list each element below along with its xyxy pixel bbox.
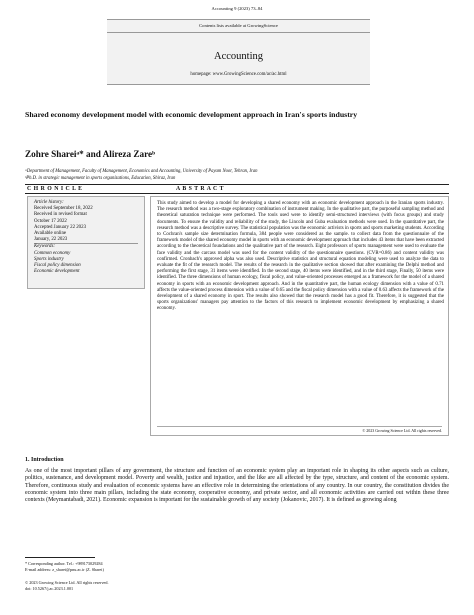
header-divider — [107, 32, 370, 33]
doi-link[interactable]: doi: 10.5267/j.ac.2023.1.001 — [25, 586, 74, 591]
email-note[interactable]: E-mail address: z_sharei@pnu.ac.ir (Z. Sharei) — [25, 567, 104, 572]
journal-header-box — [107, 19, 370, 85]
author-name: Zohre Shareiᵃ* — [25, 149, 84, 159]
keyword: Economic development — [34, 269, 80, 275]
introduction-text: As one of the most important pillars of any government, the structure and function of an economic system play an important role in shaping its other aspects such as culture, politics, sustenance, and development model. Poverty and wealth, justice and injustice, and the like are all affected by the type, structure, and content of the economic system. Therefore, continuous study and evaluation of economic systems have an effective role in determining the orientations of any country. In our country, the constitution divides the economic system into three main pillars, including the state economy, cooperative economy, and private sector, and all economic activities are carried out within these three contexts (Meymantabadi, 2021). Economic expansion is important for the sustainable growth of any society (Jokanovic, 2017). It is defined as growing along — [25, 468, 449, 504]
history-line: October 17 2022 — [34, 218, 67, 224]
keywords-label: Keywords: — [34, 243, 138, 250]
contents-line: Contents lists available at GrowingScience — [199, 23, 278, 28]
history-line: Available online — [34, 231, 67, 237]
author-separator: and — [83, 149, 103, 159]
abstract-text: This study aimed to develop a model for developing a shared economy with an economic development approach in the Iranian sports industry. The research method was a two-stage exploratory combination of instrument making. In the qualitative part, the purposeful sampling method and theoretical saturation technique were performed. The tools used were to identify semi-structured interviews (with focus groups) and study documents. To ensure the validity and reliability of the study, the Lincoln and Guba evaluation methods were used. In the quantitative part, the research method was a descriptive survey. The statistical population was the economic activists in sports and sports marketing students. According to Cochran's sample size determination formula, 384 people were considered as the sample. to collect data from the questionnaire of the framework model of the shared economy model in sports with an economic development approach that includes 43 items that have been extracted according to the theoretical foundations and the qualitative part of the research. Eight professors of sports management were used to evaluate the face validity and the carcass model was used for the content validity of the questionnaire questions. (CVR=0.86) and content validity was confirmed. Cronbach's approved alpha was also used. Descriptive statistics and structural equation modeling were used to analyze the data to evaluate the fit of the research model. The results of the research in the qualitative section showed that after examining the Delphi method and performing the first stage, 31 items were identified. In the second stage, 40 items were identified, and in the third stage, Finally, 50 items were identified. The three dimensions of human ecology, fiscal policy, and value-oriented processes emerged as a framework for the model of a shared economy in sports with an economic development approach. And in the quantitative part, the human ecology dimension with a value of 0.71 affects the value-oriented process dimension with a value of 0.65 and the fiscal policy dimension with a value of 0.63 affects the framework of the development of a shared economy in sport. The results also showed that the research model has a good fit. Therefore, it is suggested that the sports organizations' managers pay attention to the factors of this research to implement economic development by emphasizing a shared economy. — [157, 201, 444, 312]
author-name: Alireza Zareᵇ — [102, 149, 156, 159]
article-info-box — [27, 196, 145, 289]
history-line: Received September 18, 2022 — [34, 206, 93, 212]
affiliation-b: ᵇPh.D. in strategic management in sports organizations, Education, Shiraz, Iran — [25, 176, 176, 181]
abstract-divider — [157, 426, 442, 427]
history-line: January, 22 2023 — [34, 237, 68, 243]
chronicle-heading: C H R O N I C L E — [27, 186, 83, 192]
journal-homepage-link[interactable]: homepage: www.GrowingScience.com/ac/ac.html — [190, 72, 287, 77]
corresponding-author-note: * Corresponding author. Tel.: +989173029284 — [25, 561, 103, 566]
keyword: Fiscal policy dimension — [34, 263, 81, 269]
journal-name: Accounting — [214, 51, 263, 62]
section-rule — [25, 184, 449, 185]
keyword: Common economy — [34, 250, 71, 256]
abstract-heading: A B S T R A C T — [176, 186, 224, 192]
introduction-heading: 1. Introduction — [25, 457, 64, 463]
author-list — [25, 149, 155, 159]
article-title: Shared economy development model with economic development approach in Iran's sports industry — [25, 110, 358, 119]
footer-copyright: © 2023 Growing Science Ltd. All rights reserved. — [25, 580, 109, 585]
abstract-copyright: © 2023 Growing Science Ltd. All rights reserved. — [362, 428, 442, 433]
article-history-label: Article history: — [34, 200, 64, 205]
footnote-rule — [25, 557, 95, 558]
abstract-box — [150, 196, 449, 436]
section-rule — [25, 193, 449, 194]
running-header: Accounting 9 (2023) 73–84 — [211, 6, 263, 11]
history-line: Accepted January 22 2023 — [34, 224, 87, 230]
keyword: Sports industry — [34, 256, 64, 262]
affiliation-a: ᵃDepartment of Management, Faculty of Management, Economics and Accounting, University of Payam Noor, Tehran, Iran — [25, 169, 258, 174]
history-line: Received in revised format — [34, 212, 87, 218]
